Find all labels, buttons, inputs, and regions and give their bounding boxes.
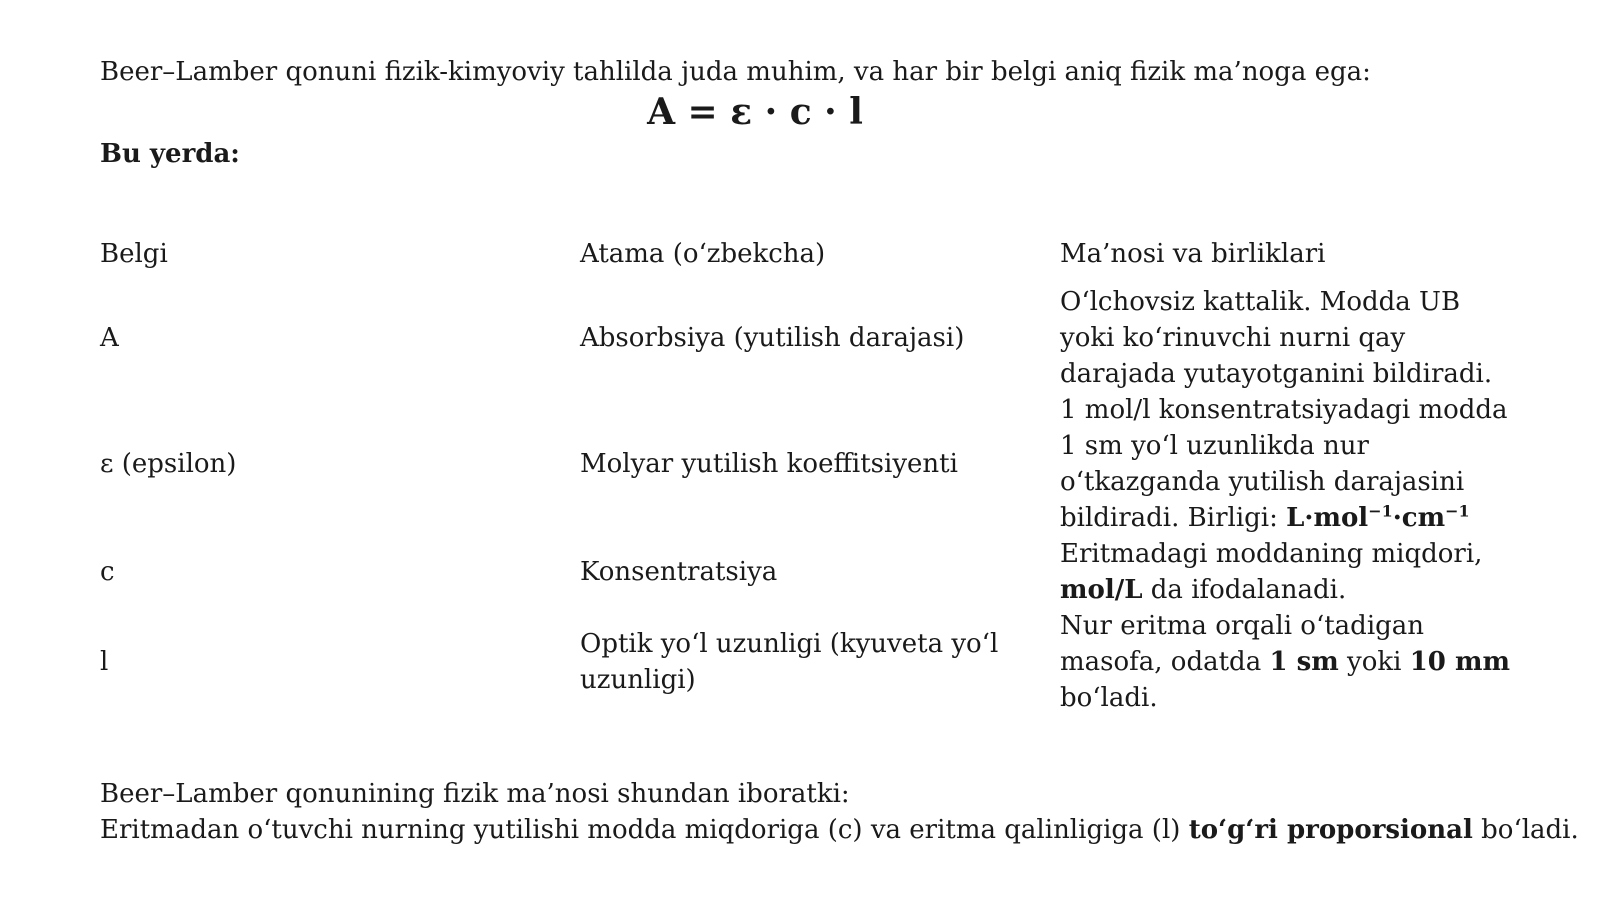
- unit-base-2: ·cm: [1392, 503, 1446, 533]
- row-term: Optik yoʻl uzunligi (kyuveta yoʻl uzunligi): [580, 629, 999, 695]
- row-term: Molyar yutilish koeffitsiyenti: [580, 449, 958, 479]
- conclusion-paragraph: [100, 776, 1579, 848]
- row-symbol: ε (epsilon): [100, 449, 237, 479]
- table-row: [100, 284, 1520, 392]
- row-meaning: Oʻlchovsiz kattalik. Modda UB yoki koʻrinuvchi nurni qay darajada yutayotganini bildiradi.: [1060, 287, 1493, 389]
- row-symbol: A: [100, 323, 119, 353]
- meaning-tail: da ifodalanadi.: [1150, 575, 1347, 605]
- meaning-unit: [1286, 503, 1470, 533]
- row-symbol: l: [100, 647, 109, 677]
- meaning-bold: mol/L: [1060, 575, 1143, 605]
- header-meaning: Ma’nosi va birliklari: [1060, 239, 1326, 269]
- beer-lambert-formula: A = ε · c · l: [647, 91, 863, 133]
- meaning-bold-1: 1 sm: [1269, 647, 1339, 677]
- intro-paragraph: Beer–Lamber qonuni fizik-kimyoviy tahlilda juda muhim, va har bir belgi aniq fizik ma’noga ega:: [100, 57, 1371, 87]
- header-term: Atama (oʻzbekcha): [580, 239, 826, 269]
- meaning-bold-2: 10 mm: [1409, 647, 1510, 677]
- table-row: [100, 536, 1520, 608]
- conclusion-tail: boʻladi.: [1481, 815, 1579, 845]
- table-row: [100, 392, 1520, 536]
- unit-base-1: L·mol: [1286, 503, 1369, 533]
- table-header-row: [100, 236, 1520, 284]
- conclusion-line-1: Beer–Lamber qonunining fizik ma’nosi shundan iboratki:: [100, 779, 850, 809]
- conclusion-bold: toʻgʻri proporsional: [1188, 815, 1473, 845]
- unit-exponent-2: −1: [1445, 501, 1470, 521]
- conclusion-line-2: [100, 812, 1579, 848]
- row-term: Absorbsiya (yutilish darajasi): [580, 323, 965, 353]
- conclusion-text: Eritmadan oʻtuvchi nurning yutilishi modda miqdoriga (c) va eritma qalinligiga (l): [100, 815, 1181, 845]
- header-symbol: Belgi: [100, 239, 168, 269]
- row-meaning: [1060, 608, 1520, 716]
- meaning-tail: boʻladi.: [1060, 683, 1158, 713]
- meaning-text: 1 mol/l konsentratsiyadagi modda 1 sm yoʻl uzunlikda nur oʻtkazganda yutilish darajasini bildiradi. Birligi:: [1060, 395, 1508, 533]
- meaning-text: Eritmadagi moddaning miqdori,: [1060, 539, 1483, 569]
- row-term: Konsentratsiya: [580, 557, 778, 587]
- symbols-table: [100, 236, 1520, 716]
- row-meaning: [1060, 392, 1520, 536]
- table-row: [100, 608, 1520, 716]
- here-label: Bu yerda:: [100, 139, 240, 169]
- row-meaning: [1060, 536, 1520, 608]
- meaning-mid: yoki: [1347, 647, 1402, 677]
- meaning-text: Nur eritma orqali oʻtadigan masofa, odatda: [1060, 611, 1425, 677]
- unit-exponent-1: −1: [1368, 501, 1393, 521]
- row-symbol: c: [100, 557, 115, 587]
